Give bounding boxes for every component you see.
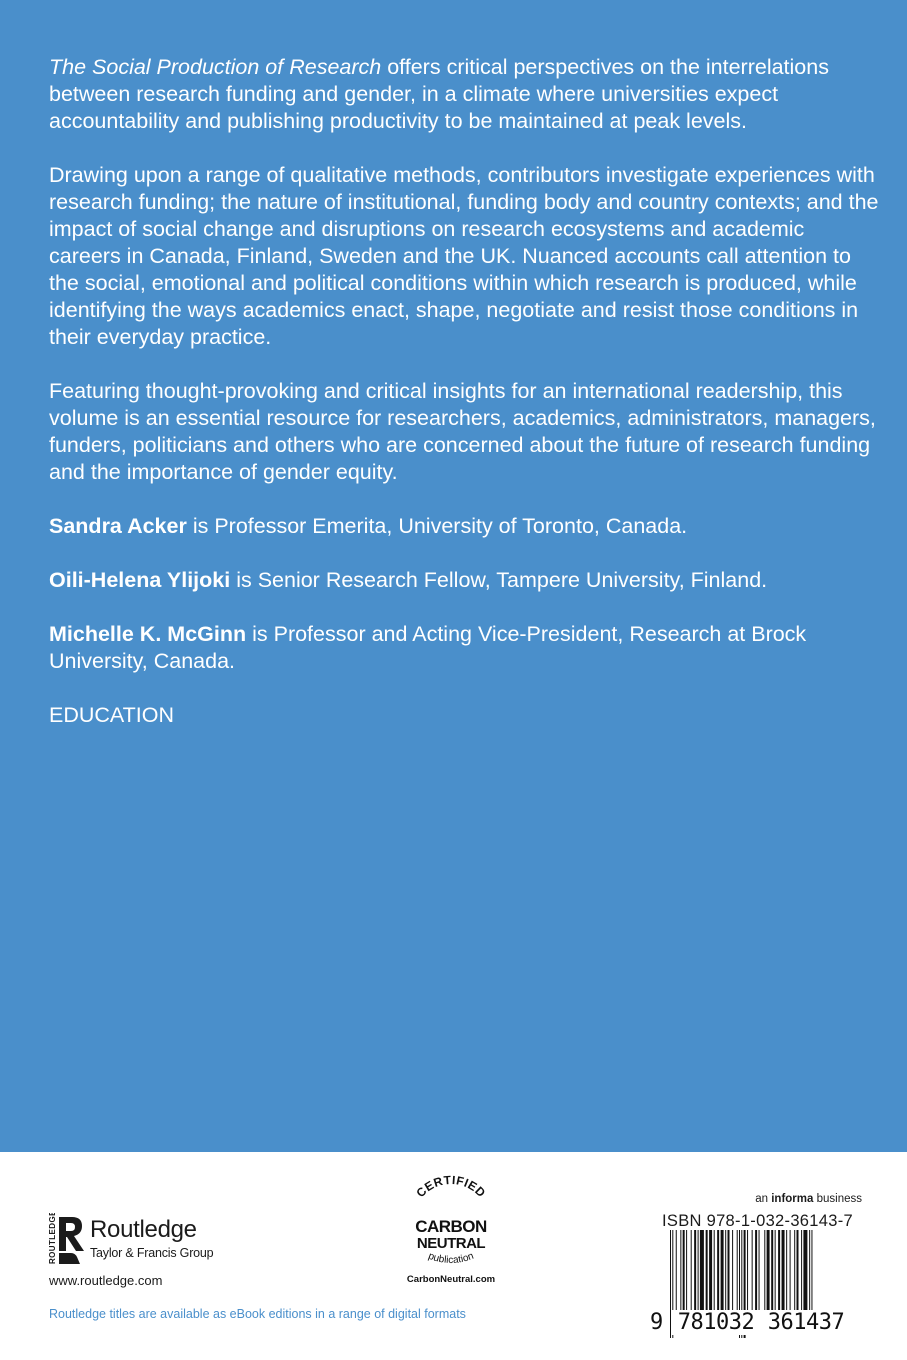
carbon-neutral-site: CarbonNeutral.com bbox=[406, 1274, 496, 1285]
blurb bbox=[49, 54, 879, 756]
publication-label: publication bbox=[426, 1250, 476, 1267]
publisher-name: Routledge bbox=[90, 1216, 197, 1243]
barcode-lead-digit: 9 bbox=[650, 1310, 664, 1335]
barcode-digit-group-2: 361437 bbox=[762, 1310, 850, 1335]
author-name: Sandra Acker bbox=[49, 514, 187, 538]
routledge-vertical-label: ROUTLEDGE bbox=[48, 1213, 57, 1264]
footer-panel bbox=[0, 1152, 907, 1360]
book-title: The Social Production of Research bbox=[49, 55, 382, 79]
routledge-r-icon bbox=[47, 1213, 87, 1268]
author-bio-1 bbox=[49, 513, 879, 540]
barcode-digits bbox=[650, 1310, 850, 1340]
author-bio-text: is Professor and Acting Vice-President, Research at Brock University, Canada. bbox=[49, 622, 807, 673]
informa-name: informa bbox=[771, 1193, 814, 1205]
ebook-note: Routledge titles are available as eBook editions in a range of digital formats bbox=[49, 1307, 466, 1321]
routledge-logo bbox=[47, 1213, 247, 1268]
neutral-label: NEUTRAL bbox=[416, 1235, 486, 1252]
subject-category: EDUCATION bbox=[49, 703, 175, 727]
carbon-neutral-badge bbox=[396, 1172, 506, 1288]
blurb-paragraph-1 bbox=[49, 54, 879, 135]
isbn-label: ISBN 978-1-032-36143-7 bbox=[662, 1212, 853, 1230]
blurb-paragraph-3: Featuring thought-provoking and critical insights for an international readership, this volume is an essential resource for researchers, academics, administrators, managers, funders, politicians and others who are concerned about the future of research funding and the importance of gender equity. bbox=[49, 379, 876, 484]
author-bio-3 bbox=[49, 621, 879, 675]
author-bio-2 bbox=[49, 567, 879, 594]
informa-business: an informa business bbox=[755, 1193, 862, 1205]
author-bio-text: is Professor Emerita, University of Toronto, Canada. bbox=[186, 514, 688, 538]
publisher-website[interactable]: www.routledge.com bbox=[49, 1273, 163, 1288]
author-bio-text: is Senior Research Fellow, Tampere University, Finland. bbox=[230, 568, 768, 592]
publisher-group: Taylor & Francis Group bbox=[90, 1246, 214, 1260]
author-name: Michelle K. McGinn bbox=[49, 622, 247, 646]
blurb-paragraph-1-text: offers critical perspectives on the interrelations between research funding and gender, in a climate where universities expect accountability and publishing productivity to be maintained at peak levels. bbox=[49, 55, 829, 133]
author-name: Oili-Helena Ylijoki bbox=[49, 568, 231, 592]
barcode-digit-group-1: 781032 bbox=[672, 1310, 760, 1335]
certified-label: CERTIFIED bbox=[413, 1172, 489, 1201]
blurb-paragraph-2: Drawing upon a range of qualitative methods, contributors investigate experiences with research funding; the nature of institutional, funding body and country contexts; and the impact of social change and disruptions on research ecosystems and academic careers in Canada, Finland, Sweden and the UK. Nuanced accounts call attention to the social, emotional and political conditions within which research is produced, while identifying the ways academics enact, shape, negotiate and resist those conditions in their everyday practice. bbox=[49, 163, 879, 349]
carbon-label: CARBON bbox=[415, 1217, 487, 1236]
